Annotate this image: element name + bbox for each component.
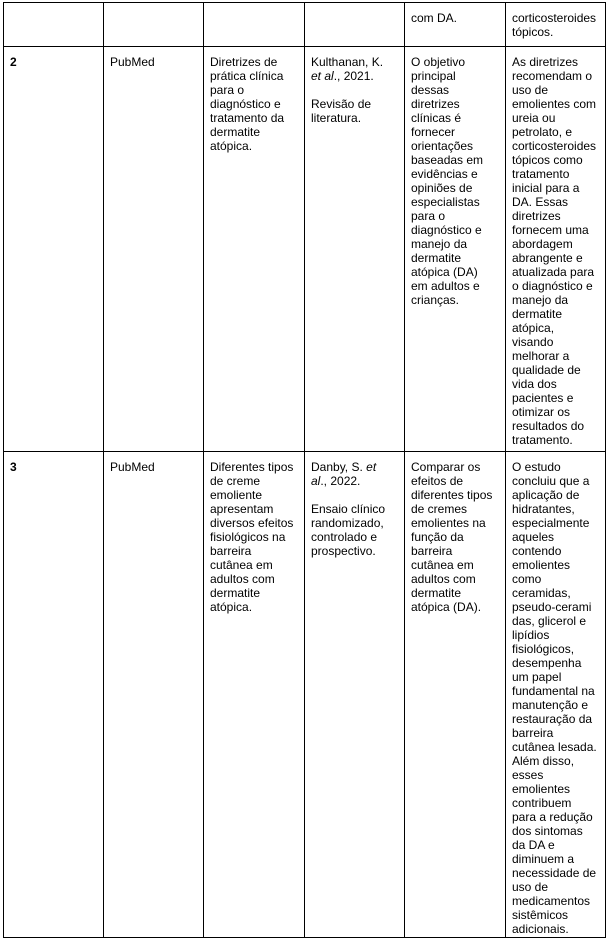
text-line: petrolato, e [512,125,573,139]
text-line: inicial para a [512,181,580,195]
text-line: atópica. [210,139,253,153]
text-line: fornecem uma [512,223,589,237]
text-line: melhorar a [512,349,570,363]
text-line: emolientes [512,782,571,796]
text-line: manejo da [512,293,569,307]
cell-authors [305,3,405,47]
text-line: cutânea lesada. [512,740,597,754]
cell-title [204,47,305,452]
cell-objective [405,3,506,47]
text-line: orientações [411,139,474,153]
text-line: sistêmicos [512,908,569,922]
text-line: diagnóstico e [210,97,281,111]
text-line: atualizada para [512,265,595,279]
text-line: especialistas [411,195,480,209]
text-line: O objetivo [411,55,466,69]
text-line: abordagem [512,237,573,251]
text-line: fisiológicos, [512,642,575,656]
cell-results [506,47,606,452]
text-line: o diagnóstico e [512,279,593,293]
text-line: concluiu que a [512,474,590,488]
cell-title [204,452,305,938]
text-line: dos sintomas [512,824,583,838]
authors-citation-cont [311,474,398,488]
text-line: fundamental na [512,684,595,698]
text-line: contendo [512,544,562,558]
text-line: atópica (DA). [411,600,482,614]
text-line: restauração da [512,712,593,726]
text-line: fisiológicos na [210,530,286,544]
text-line: de creme [210,474,261,488]
text-line: corticosteroides [512,139,597,153]
cell-objective [405,47,506,452]
text-line: Ensaio clínico [311,502,386,516]
author-name: Danby, S. [311,460,363,474]
cell-results [506,3,606,47]
cell-number [4,452,104,938]
text-line: clínicas é [411,111,462,125]
text-line: As diretrizes [512,55,579,69]
text-line: manejo da [411,237,468,251]
text-line: uso de [512,880,549,894]
text-line: desempenha [512,656,582,670]
text-line: Diretrizes de [210,55,278,69]
text-line: principal [411,69,456,83]
text-line: tópicos. [512,25,554,39]
text-line: controlado e [311,530,378,544]
text-line: crianças. [411,293,460,307]
studies-table [3,2,606,938]
text-line: com DA. [411,11,458,25]
text-line: prospectivo. [311,544,376,558]
text-line: efeitos de [411,474,464,488]
text-line: cutânea em [411,558,474,572]
text-line: baseadas em [411,153,484,167]
text-line: manutenção e [512,698,589,712]
text-line: uso de [512,83,549,97]
authors-citation [311,55,398,69]
text-line: barreira [210,544,252,558]
text-line: dermatite [411,251,462,265]
text-line: barreira [411,544,453,558]
text-line: randomizado, [311,516,384,530]
text-line: corticosteroides [512,11,597,25]
text-line: um papel [512,670,562,684]
text-line: diferentes tipos [411,488,493,502]
text-line: diretrizes [411,97,460,111]
text-line: especialmente [512,516,590,530]
text-line: contribuem [512,796,572,810]
text-line: opiniões de [411,181,473,195]
text-line: diminuem a [512,852,575,866]
authors-citation-cont [311,69,398,83]
text-line: da DA e [512,838,555,852]
al-text: al [311,474,321,488]
text-line: pseudo-cerami [512,600,592,614]
text-line: emolientes com [512,97,597,111]
text-line: tratamento. [512,433,573,447]
text-line: adicionais. [512,922,569,936]
text-line: em adultos e [411,279,480,293]
text-line: O estudo [512,460,561,474]
text-line: esses [512,768,544,782]
text-line: Revisão de [311,97,372,111]
text-line: medicamentos [512,894,591,908]
cell-results [506,452,606,938]
text-line: de cremes [411,502,468,516]
citation-year: ., 2022. [320,474,361,488]
text-line: aqueles [512,530,555,544]
cell-title [204,3,305,47]
table-row [4,3,606,47]
text-line: tópicos como [512,153,583,167]
text-line: qualidade de [512,363,581,377]
text-line: dermatite [411,586,462,600]
et-al-text: et [366,460,377,474]
text-line: lipídios [512,628,550,642]
text-line: hidratantes, [512,502,575,516]
database-name: PubMed [110,460,155,474]
citation-year: ., 2021. [333,69,374,83]
text-line: para o [210,83,245,97]
text-line: emolientes [512,558,571,572]
text-line: dermatite [512,307,563,321]
text-line: apresentam [210,502,274,516]
text-line: adultos com [210,572,275,586]
text-line: DA. Essas [512,195,569,209]
author-name: Kulthanan, K. [311,55,384,69]
text-line: para a redução [512,810,593,824]
cell-database [104,47,204,452]
text-line: aplicação de [512,488,580,502]
database-name: PubMed [110,55,155,69]
cell-authors [305,47,405,452]
text-line: pacientes e [512,391,574,405]
text-line: prática clínica [210,69,284,83]
text-line: para o [411,209,446,223]
text-line: atópica. [210,600,253,614]
text-line: diagnóstico e [411,223,482,237]
text-line: das, glicerol e [512,614,587,628]
table-row [4,452,606,938]
cell-number [4,3,104,47]
text-line: Diferentes tipos [210,460,294,474]
text-line: resultados do [512,419,585,433]
cell-number [4,47,104,452]
text-line: otimizar os [512,405,571,419]
text-line: tratamento da [210,111,285,125]
text-line: adultos com [411,572,476,586]
text-line: diretrizes [512,209,561,223]
authors-citation [311,460,398,474]
text-line: Comparar os [411,460,481,474]
text-line: dessas [411,83,450,97]
cell-objective [405,452,506,938]
cell-database [104,452,204,938]
text-line: dermatite [210,586,261,600]
text-line: como [512,572,542,586]
row-number: 2 [10,55,17,69]
row-number: 3 [10,460,17,474]
text-line: atópica (DA) [411,265,478,279]
text-line: barreira [512,726,554,740]
text-line: visando [512,335,554,349]
text-line: evidências e [411,167,478,181]
text-line: ceramidas, [512,586,571,600]
cell-database [104,3,204,47]
table-row [4,47,606,452]
text-line: ureia ou [512,111,556,125]
study-type [311,502,398,558]
text-line: dermatite [210,125,261,139]
text-line: vida dos [512,377,557,391]
text-line: fornecer [411,125,456,139]
study-type [311,97,398,125]
text-line: Além disso, [512,754,575,768]
text-line: diversos efeitos [210,516,294,530]
text-line: emoliente [210,488,263,502]
text-line: recomendam o [512,69,593,83]
text-line: abrangente e [512,251,583,265]
text-line: tratamento [512,167,570,181]
text-line: cutânea em [210,558,273,572]
text-line: atópica, [512,321,555,335]
cell-authors [305,452,405,938]
text-line: necessidade de [512,866,597,880]
text-line: literatura. [311,111,362,125]
text-line: emolientes na [411,516,486,530]
text-line: função da [411,530,464,544]
et-al-text: et al [311,69,334,83]
